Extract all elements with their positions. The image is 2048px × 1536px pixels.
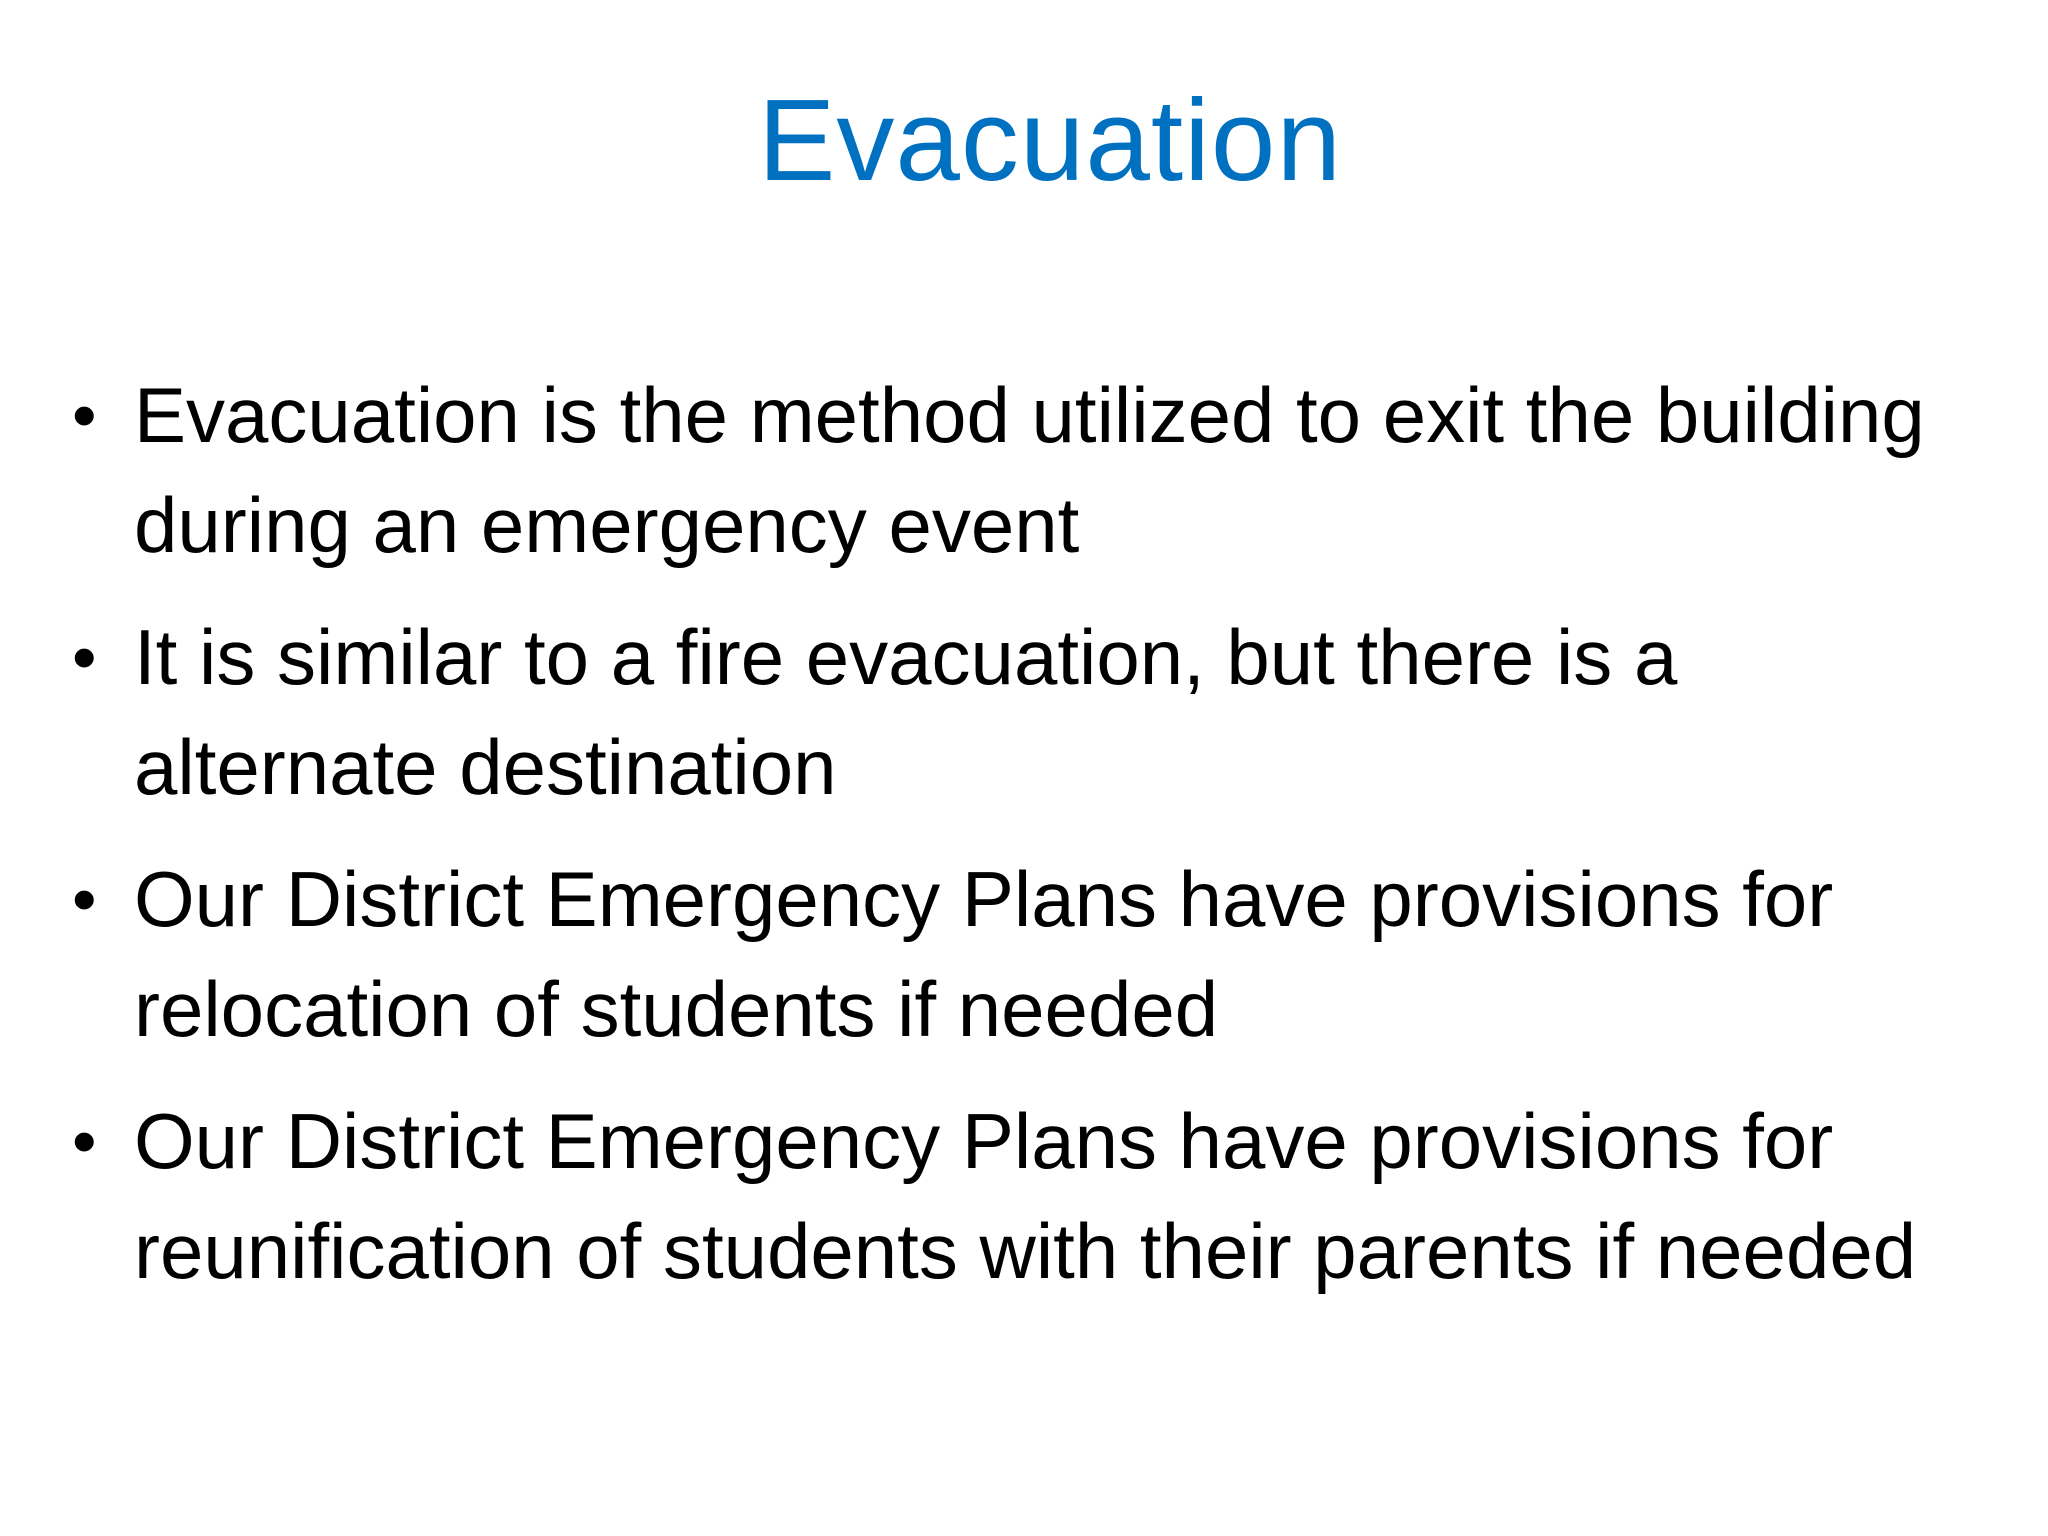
bullet-text: It is similar to a fire evacuation, but there is a alternate destination (134, 613, 1678, 811)
bullet-item (62, 1086, 2002, 1306)
bullet-icon: • (72, 1102, 97, 1180)
bullet-item (62, 844, 2002, 1064)
bullet-item (62, 360, 2002, 580)
bullet-item (62, 602, 2002, 822)
slide-title: Evacuation (758, 75, 1342, 205)
bullet-text: Our District Emergency Plans have provisions for relocation of students if needed (134, 855, 1834, 1053)
bullet-text: Our District Emergency Plans have provisions for reunification of students with their parents if needed (134, 1097, 1917, 1295)
bullet-text: Evacuation is the method utilized to exit the building during an emergency event (134, 371, 1925, 569)
bullet-icon: • (72, 618, 97, 696)
bullet-icon: • (72, 376, 97, 454)
bullet-list (62, 360, 2002, 1328)
bullet-icon: • (72, 860, 97, 938)
